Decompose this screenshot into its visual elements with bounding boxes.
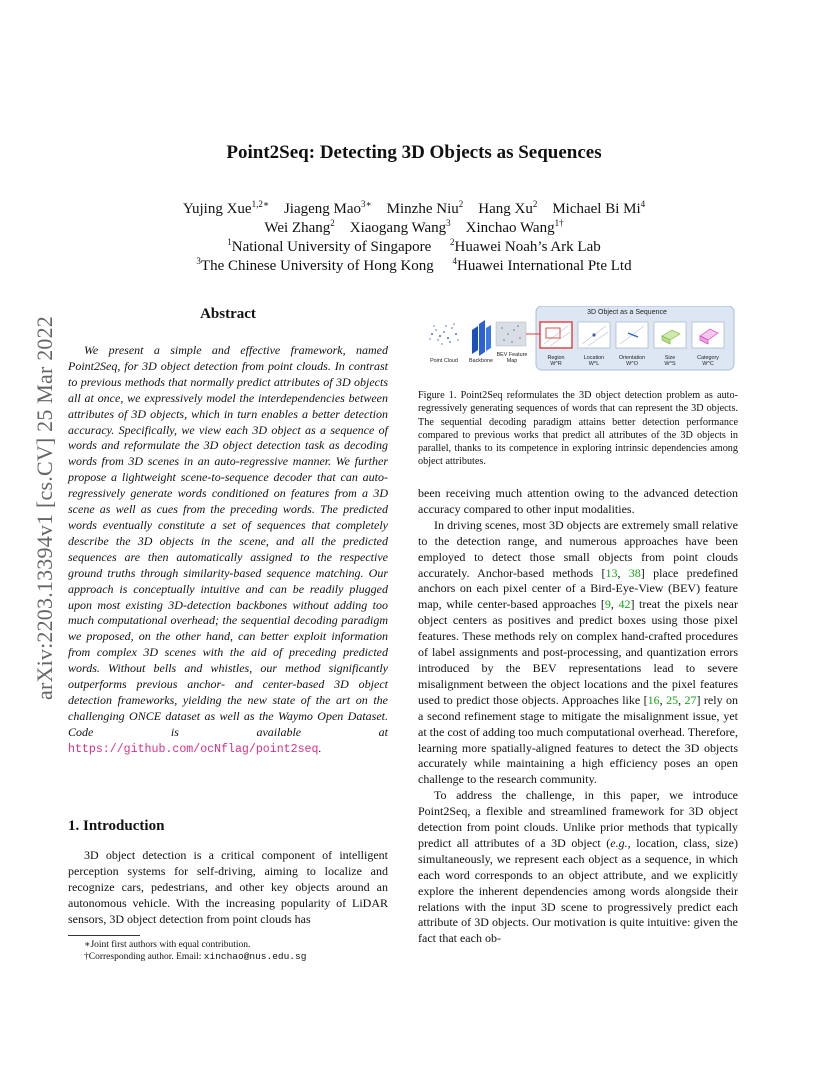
paper-title: Point2Seq: Detecting 3D Objects as Sequences bbox=[226, 142, 602, 163]
arxiv-stamp: arXiv:2203.13394v1 [cs.CV] 25 Mar 2022 bbox=[32, 316, 57, 700]
author: Jiageng Mao$^{3∗}$ bbox=[283, 199, 372, 217]
figure-1 bbox=[420, 306, 738, 372]
section-heading-introduction: 1. Introduction bbox=[68, 818, 165, 834]
author: Hang Xu$^2$ bbox=[478, 199, 538, 217]
bev-feature-map-image bbox=[496, 322, 526, 346]
label-backbone: Backbone bbox=[469, 358, 493, 364]
citation-link[interactable]: 38 bbox=[628, 565, 641, 580]
footnote-divider bbox=[68, 935, 140, 936]
abstract-heading: Abstract bbox=[200, 306, 256, 322]
author: Yujing Xue$^{1,2∗}$ bbox=[182, 199, 269, 217]
abstract-end: . bbox=[318, 740, 322, 755]
author: Wei Zhang$^2$ bbox=[264, 218, 335, 236]
citation-link[interactable]: 9 bbox=[604, 597, 611, 612]
label-point-cloud: Point Cloud bbox=[430, 358, 458, 364]
author: Michael Bi Mi$^4$ bbox=[552, 199, 646, 217]
footnote-corresponding: †Corresponding author. Email: xinchao@nus.edu.sg bbox=[84, 951, 307, 962]
location-point bbox=[592, 333, 595, 336]
email-link[interactable]: xinchao@nus.edu.sg bbox=[203, 951, 307, 962]
affiliation-line-2 bbox=[0, 251, 828, 276]
affiliation: $^1$National University of Singapore bbox=[227, 237, 432, 255]
citation-link[interactable]: 13 bbox=[605, 565, 618, 580]
abstract-text: We present a simple and effective framework, named Point2Seq, for 3D object detection from point clouds. In contrast to previous methods that normally predict attributes of 3D objects all at once, we expressively model the interdependencies between attributes of 3D objects, which in turn enables a better detection accuracy. Specifically, we view each 3D object as a sequence of words and reformulate the 3D object detection task as decoding words from 3D scenes in an auto-regressive manner. We further propose a lightweight scene-to-sequence decoder that can auto-regressively generate words conditioned on features from a 3D scene as well as cues from the preceding words. The predicted words eventually constitute a set of sequences that completely describe the 3D objects in the scene, and all the predicted sequences are then automatically assigned to the respective ground truths through similarity-based sequence matching. Our approach is conceptually intuitive and can be readily plugged upon most existing 3D-detection backbones without adding too much computational overhead; the sequential decoding paradigm we proposed, on the other hand, can better exploit information from complex 3D scenes with the aid of preceding predicted words. Without bells and whistles, our method significantly outperforms previous anchor- and center-based 3D object detection frameworks, yielding the new state of the art on the challenging ONCE dataset as well as the Waymo Open Dataset. Code is available at bbox=[68, 343, 388, 739]
citation-link[interactable]: 42 bbox=[618, 597, 631, 612]
citation-link[interactable]: 16 bbox=[647, 692, 660, 707]
code-link[interactable]: https://github.com/ocNflag/point2seq bbox=[68, 742, 319, 756]
label-orientation: Orientation W^O bbox=[618, 355, 646, 367]
sequence-title: 3D Object as a Sequence bbox=[587, 309, 667, 316]
backbone-icon bbox=[472, 320, 491, 356]
label-category: Category W^C bbox=[697, 355, 719, 367]
footnotes bbox=[68, 939, 388, 963]
label-size: Size W^S bbox=[664, 355, 676, 367]
author: Minzhe Niu$^2$ bbox=[386, 199, 464, 217]
abstract-body bbox=[68, 343, 388, 758]
label-region: Region W^R bbox=[547, 355, 565, 367]
author: Xinchao Wang$^{1\dagger}$ bbox=[465, 218, 564, 236]
paragraph: been receiving much attention owing to the advanced detection accuracy compared to other input modalities. bbox=[418, 486, 738, 516]
introduction-body: 3D object detection is a critical component of intelligent perception systems for self-driving, aiming to localize and recognize cars, pedestrians, and other key objects around an autonomous vehicle. With the increasing popularity of LiDAR sensors, 3D object detection from point clouds has bbox=[68, 848, 388, 926]
paragraph: In driving scenes, most 3D objects are extremely small relative to the detection range, and numerous approaches have been employed to detect those small objects from point clouds accurately. Anchor-based methods [13, 38] place predefined anchors on each pixel center of a Bird-Eye-View (BEV) feature map, while center-based approaches [9, 42] treat the pixels near object centers as positives and predict boxes using those pixel features. These methods rely on complex hand-crafted procedures of label assignments and post-processing, and quantization errors introduced by the BEV representations lead to severe misalignment between the object locations and the pixel features used to predict those objects. Approaches like [16, 25, 27] rely on a second refinement stage to mitigate the misalignment issue, yet at the cost of adding too much computational overhead. Therefore, learning more spatially-aligned features to detect the 3D objects accurately while maintaining a high efficiency poses an open challenge to the research community. bbox=[418, 517, 739, 787]
affiliation: $^3$The Chinese University of Hong Kong bbox=[196, 256, 434, 274]
citation-link[interactable]: 27 bbox=[684, 692, 697, 707]
label-location: Location W^L bbox=[583, 355, 605, 367]
right-column-body bbox=[418, 486, 738, 947]
footnote-joint-first: ∗Joint first authors with equal contribution. bbox=[84, 940, 251, 950]
citation-link[interactable]: 25 bbox=[666, 692, 679, 707]
paragraph: To address the challenge, in this paper, we introduce Point2Seq, a flexible and streamlined framework for 3D object detection from point clouds. Unlike prior methods that typically predict all attributes of a 3D object (e.g., location, class, size) simultaneously, we represent each object as a sequence, in which each word corresponds to an object attribute, and we explicitly explore the inherent dependencies among words alongside their relations with the input 3D scene to progressively predict each attribute of 3D objects. Our motivation is quite intuitive: given the fact that each ob- bbox=[418, 788, 738, 946]
affiliation: $^2$Huawei Noah’s Ark Lab bbox=[450, 237, 601, 255]
affiliation: $^4$Huawei International Pte Ltd bbox=[452, 256, 632, 274]
author: Xiaogang Wang$^3$ bbox=[349, 218, 451, 236]
label-bev: BEV Feature Map bbox=[496, 352, 528, 364]
figure-1-caption: Figure 1. Point2Seq reformulates the 3D object detection problem as auto-regressively generating sequences of words that can represent the 3D objects. The sequential decoding paradigm attains better detection performance compared to previous works that predict all attributes of the 3D objects in parallel, thanks to its competence in exploring intrinsic dependencies among object attributes. bbox=[418, 390, 738, 468]
point-cloud-image bbox=[424, 322, 464, 348]
